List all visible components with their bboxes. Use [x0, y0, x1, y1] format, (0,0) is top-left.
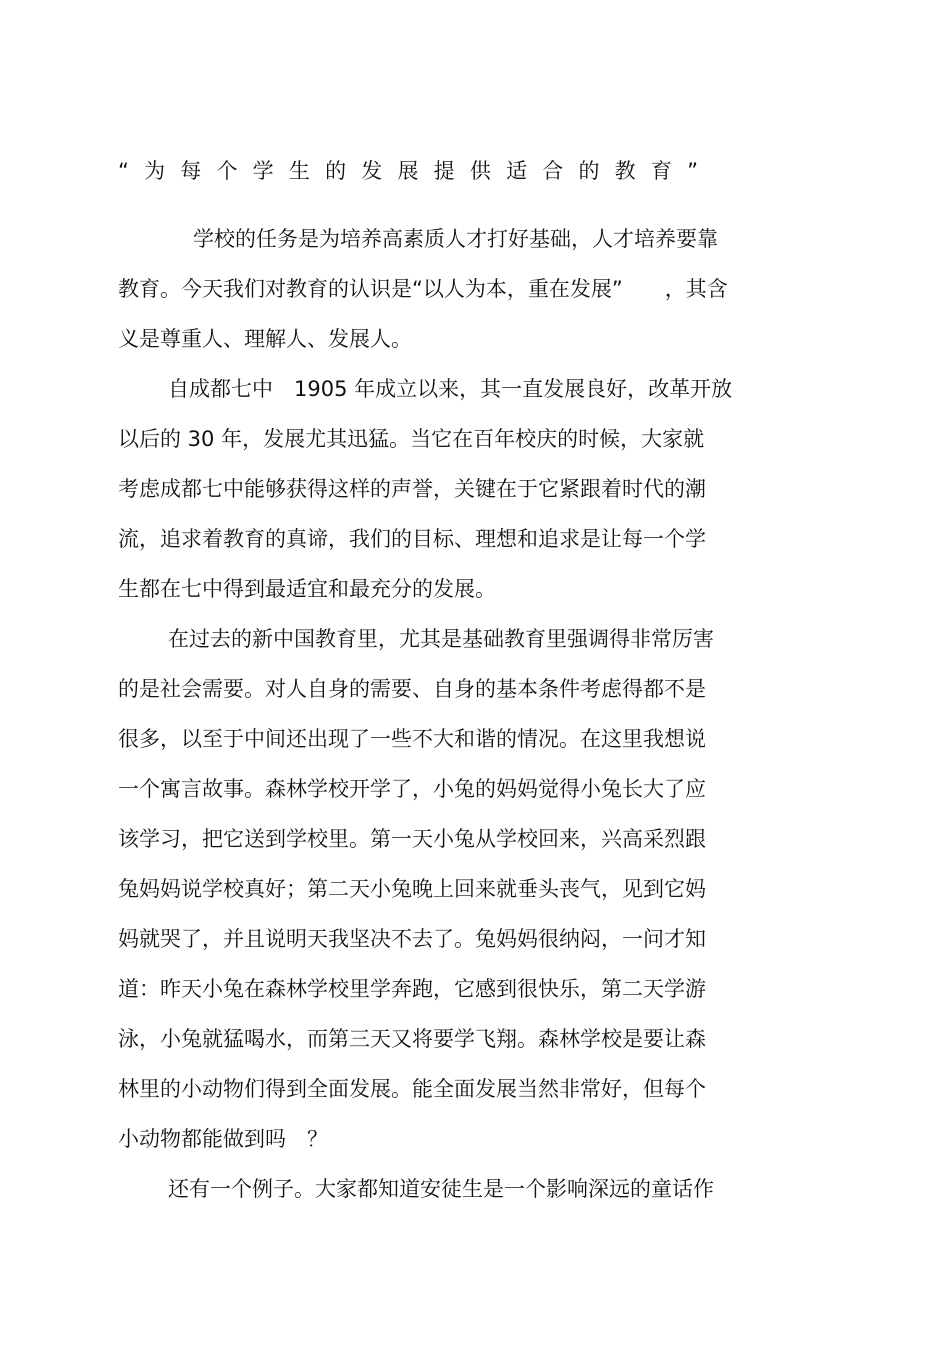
text-line: 考虑成都七中能够获得这样的声誉，关键在于它紧跟着时代的潮 — [118, 477, 706, 501]
text-line: 流，追求着教育的真谛，我们的目标、理想和追求是让每一个学 — [118, 527, 706, 551]
text-line: 很多，以至于中间还出现了一些不大和谐的情况。在这里我想说 — [118, 727, 706, 751]
text-line: 兔妈妈说学校真好；第二天小兔晚上回来就垂头丧气，见到它妈 — [118, 877, 706, 901]
text-line: 还有一个例子。大家都知道安徒生是一个影响深远的童话作 — [168, 1177, 714, 1201]
text-line: 以后的 30 年，发展尤其迅猛。当它在百年校庆的时候，大家就 — [118, 427, 705, 451]
text-line: 教育。今天我们对教育的认识是“以人为本，重在发展” ，其含 — [118, 277, 728, 301]
text-line: 泳，小兔就猛喝水，而第三天又将要学飞翔。森林学校是要让森 — [118, 1027, 706, 1051]
text-line: 小动物都能做到吗 ？ — [118, 1127, 328, 1151]
text-line: 学校的任务是为培养高素质人才打好基础，人才培养要靠 — [193, 227, 718, 251]
text-line: 自成都七中 1905 年成立以来，其一直发展良好，改革开放 — [168, 377, 733, 401]
text-line: 生都在七中得到最适宜和最充分的发展。 — [118, 577, 496, 601]
text-line: 该学习，把它送到学校里。第一天小兔从学校回来，兴高采烈跟 — [118, 827, 706, 851]
text-line: 的是社会需要。对人自身的需要、自身的基本条件考虑得都不是 — [118, 677, 706, 701]
document-title: “为每个学生的发展提供适合的教育” — [118, 159, 714, 183]
text-line: 在过去的新中国教育里，尤其是基础教育里强调得非常厉害 — [168, 627, 714, 651]
text-line: 林里的小动物们得到全面发展。能全面发展当然非常好，但每个 — [118, 1077, 706, 1101]
text-line: 道：昨天小兔在森林学校里学奔跑，它感到很快乐，第二天学游 — [118, 977, 706, 1001]
text-line: 妈就哭了，并且说明天我坚决不去了。兔妈妈很纳闷，一问才知 — [118, 927, 706, 951]
text-line: 义是尊重人、理解人、发展人。 — [118, 327, 412, 351]
text-line: 一个寓言故事。森林学校开学了，小兔的妈妈觉得小兔长大了应 — [118, 777, 706, 801]
